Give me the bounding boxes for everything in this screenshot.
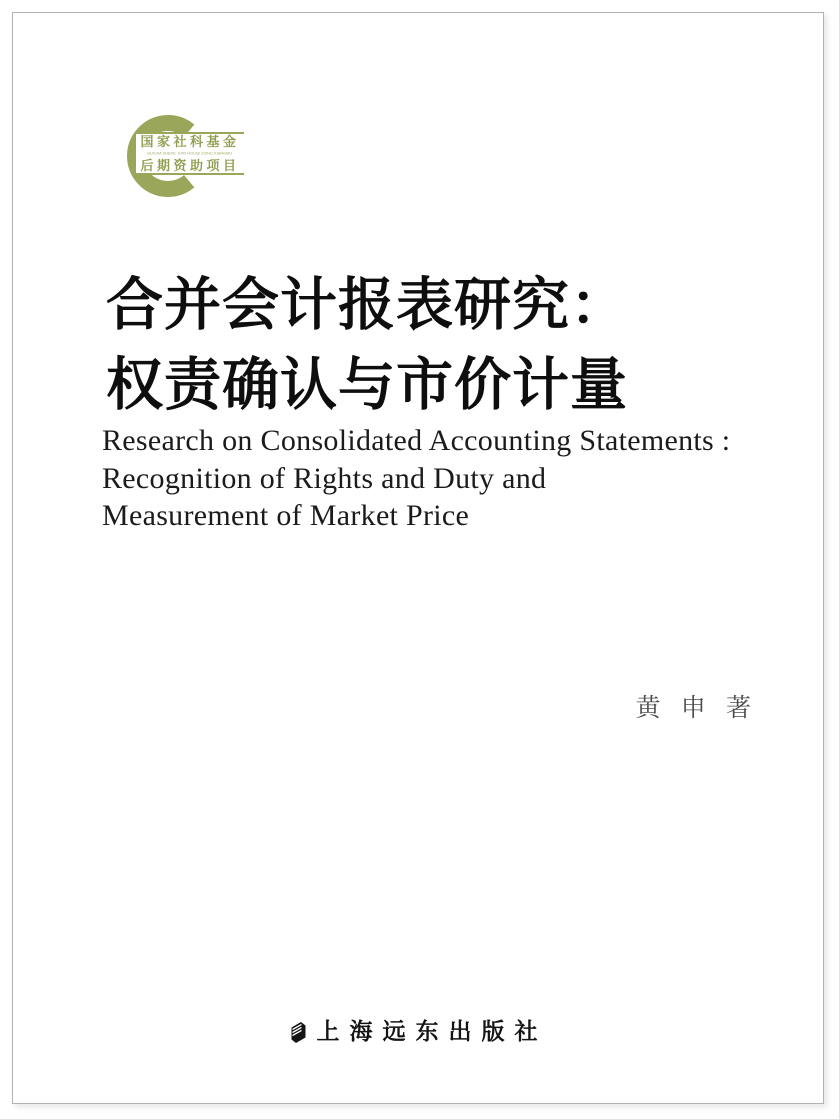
publisher-imprint xyxy=(13,1019,823,1045)
book-title-en-line3: Measurement of Market Price xyxy=(102,499,470,532)
book-title-en-line2: Recognition of Rights and Duty and xyxy=(102,461,547,495)
logo-pinyin: GUOJIA SHEKE JIJIN HOUQI ZIZHU XIANGMU xyxy=(147,151,233,156)
book-title-en-line1: Research on Consolidated Accounting Statements : xyxy=(102,424,731,457)
book-title-cn-line2: 权责确认与市价计量 xyxy=(106,354,628,417)
book-cover xyxy=(12,12,824,1104)
publisher-name: 上海远东出版社 xyxy=(316,1019,548,1044)
author-name: 黄 申 著 xyxy=(635,695,753,722)
book-title-cn-line1: 合并会计报表研究： xyxy=(106,274,628,337)
book-title-en xyxy=(102,422,730,535)
publisher-book-icon xyxy=(289,1021,308,1044)
nssf-funding-logo xyxy=(123,111,283,206)
logo-line2: 后期资助项目 xyxy=(140,158,240,173)
logo-text-band xyxy=(136,132,244,175)
logo-line1: 国家社科基金 xyxy=(140,134,240,149)
book-title-cn xyxy=(106,266,628,426)
